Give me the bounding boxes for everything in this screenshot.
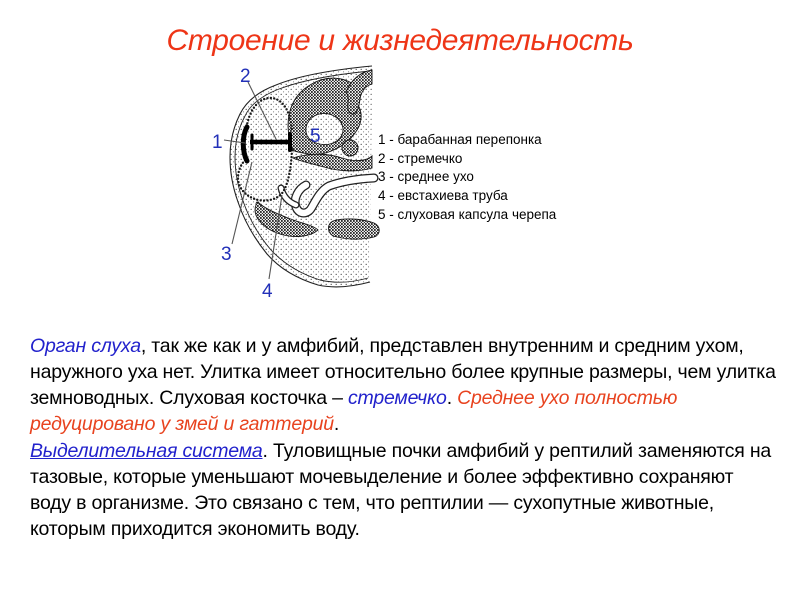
diagram-label-1: 1 (212, 132, 223, 153)
slide-title: Строение и жизнедеятельность (166, 24, 634, 57)
legend-item: 1 - барабанная перепонка (378, 132, 542, 147)
text-run: , так же как и у амфибий, представлен внутренним и средним ухом, наружного уха нет. Улитка имеет относительно более крупные размеры, чем улитка земноводных. Слуховая косточка – (30, 335, 776, 409)
text-run: Орган слуха (30, 335, 141, 357)
diagram-label-2: 2 (240, 66, 251, 87)
diagram-label-5: 5 (310, 126, 321, 147)
legend-item: 3 - среднее ухо (378, 169, 474, 185)
body-paragraph (30, 333, 778, 437)
text-run: . Туловищные почки амфибий у рептилий заменяются на тазовые, которые уменьшают мочевыделение и более эффективно сохраняют воду в организме. Это связано с тем, что рептилии — сухопутные животные, которым приходится экономить воду. (30, 440, 772, 540)
right-bone (329, 219, 380, 239)
legend-item: 4 - евстахиева труба (378, 188, 508, 204)
body-paragraph (30, 438, 778, 542)
legend-item: 2 - стремечко (378, 150, 463, 166)
text-run: стремечко (347, 387, 447, 409)
text-run: Выделительная система (30, 440, 263, 462)
text-run: . (333, 413, 340, 435)
text-run: Среднее ухо полностью редуцировано у змей и гаттерий (30, 387, 678, 435)
diagram-legend (378, 131, 556, 225)
diagram-label-4: 4 (262, 281, 273, 302)
legend-item: 5 - слуховая капсула черепа (378, 206, 557, 222)
diagram-label-3: 3 (221, 244, 232, 265)
bone-hump (342, 140, 358, 156)
body-text (30, 333, 778, 543)
text-run: . (446, 387, 458, 409)
ear-cross-section-diagram (200, 58, 400, 318)
